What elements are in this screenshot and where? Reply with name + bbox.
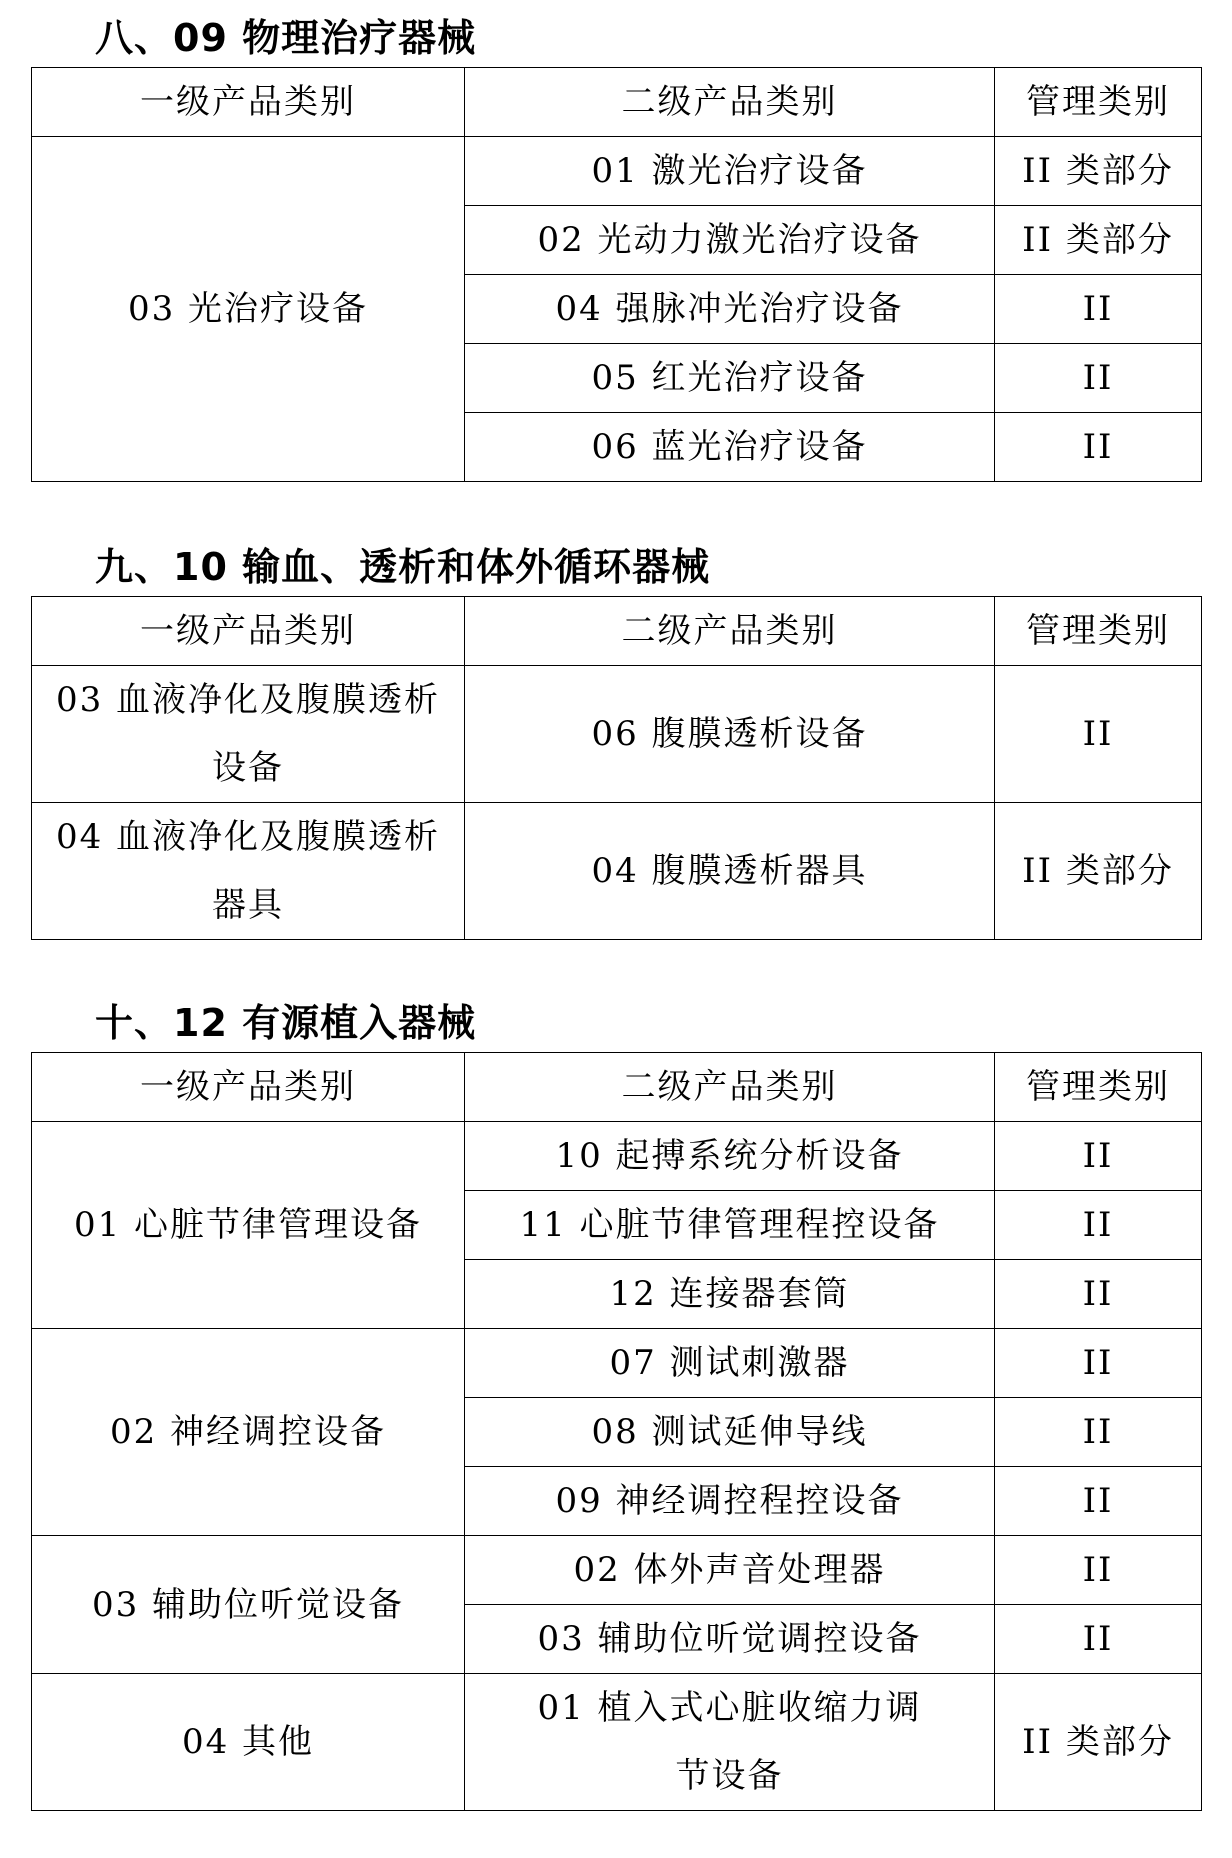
management-class-cell: II 类部分 (995, 1674, 1202, 1811)
management-class-cell: II (995, 1536, 1202, 1605)
header-secondary-category: 二级产品类别 (465, 597, 995, 666)
table-row (32, 1329, 1202, 1398)
management-class-cell: II (995, 1260, 1202, 1329)
header-primary-category: 一级产品类别 (32, 68, 465, 137)
header-primary-category: 一级产品类别 (32, 597, 465, 666)
primary-category-cell: 04 其他 (32, 1674, 465, 1811)
secondary-category-cell: 03 辅助位听觉调控设备 (465, 1605, 995, 1674)
section-title-8: 八、09 物理治疗器械 (95, 16, 477, 60)
management-class-cell: II (995, 1467, 1202, 1536)
header-management-category: 管理类别 (995, 597, 1202, 666)
header-primary-category: 一级产品类别 (32, 1053, 465, 1122)
management-class-cell: II (995, 1329, 1202, 1398)
category-table-8 (31, 67, 1202, 482)
secondary-category-cell: 02 光动力激光治疗设备 (465, 206, 995, 275)
header-secondary-category: 二级产品类别 (465, 1053, 995, 1122)
section-title-10: 十、12 有源植入器械 (95, 1001, 477, 1045)
header-secondary-category: 二级产品类别 (465, 68, 995, 137)
secondary-category-cell: 11 心脏节律管理程控设备 (465, 1191, 995, 1260)
management-class-cell: II (995, 275, 1202, 344)
category-table-10 (31, 1052, 1202, 1811)
management-class-cell: II (995, 413, 1202, 482)
secondary-category-cell: 04 强脉冲光治疗设备 (465, 275, 995, 344)
table-header-row (32, 68, 1202, 137)
management-class-cell: II (995, 344, 1202, 413)
secondary-category-cell: 05 红光治疗设备 (465, 344, 995, 413)
table-row (32, 1536, 1202, 1605)
management-class-cell: II (995, 1605, 1202, 1674)
secondary-category-cell: 06 腹膜透析设备 (465, 666, 995, 803)
primary-category-cell: 01 心脏节律管理设备 (32, 1122, 465, 1329)
secondary-category-cell: 06 蓝光治疗设备 (465, 413, 995, 482)
secondary-category-cell: 07 测试刺激器 (465, 1329, 995, 1398)
table-row (32, 803, 1202, 940)
table-row (32, 137, 1202, 206)
secondary-category-cell: 10 起搏系统分析设备 (465, 1122, 995, 1191)
primary-category-cell: 04 血液净化及腹膜透析器具 (32, 803, 465, 940)
management-class-cell: II 类部分 (995, 137, 1202, 206)
header-management-category: 管理类别 (995, 1053, 1202, 1122)
header-management-category: 管理类别 (995, 68, 1202, 137)
primary-category-cell: 03 血液净化及腹膜透析设备 (32, 666, 465, 803)
category-table-9 (31, 596, 1202, 940)
table-row (32, 1122, 1202, 1191)
primary-category-cell: 03 光治疗设备 (32, 137, 465, 482)
management-class-cell: II (995, 666, 1202, 803)
table-row (32, 1674, 1202, 1811)
management-class-cell: II (995, 1122, 1202, 1191)
secondary-category-cell: 01 激光治疗设备 (465, 137, 995, 206)
management-class-cell: II 类部分 (995, 206, 1202, 275)
table-header-row (32, 597, 1202, 666)
secondary-category-cell: 01 植入式心脏收缩力调节设备 (465, 1674, 995, 1811)
management-class-cell: II (995, 1398, 1202, 1467)
secondary-category-cell: 08 测试延伸导线 (465, 1398, 995, 1467)
primary-category-cell: 03 辅助位听觉设备 (32, 1536, 465, 1674)
secondary-category-cell: 12 连接器套筒 (465, 1260, 995, 1329)
secondary-category-cell: 04 腹膜透析器具 (465, 803, 995, 940)
management-class-cell: II 类部分 (995, 803, 1202, 940)
table-row (32, 666, 1202, 803)
table-header-row (32, 1053, 1202, 1122)
section-title-9: 九、10 输血、透析和体外循环器械 (95, 545, 711, 589)
secondary-category-cell: 09 神经调控程控设备 (465, 1467, 995, 1536)
secondary-category-cell: 02 体外声音处理器 (465, 1536, 995, 1605)
primary-category-cell: 02 神经调控设备 (32, 1329, 465, 1536)
management-class-cell: II (995, 1191, 1202, 1260)
